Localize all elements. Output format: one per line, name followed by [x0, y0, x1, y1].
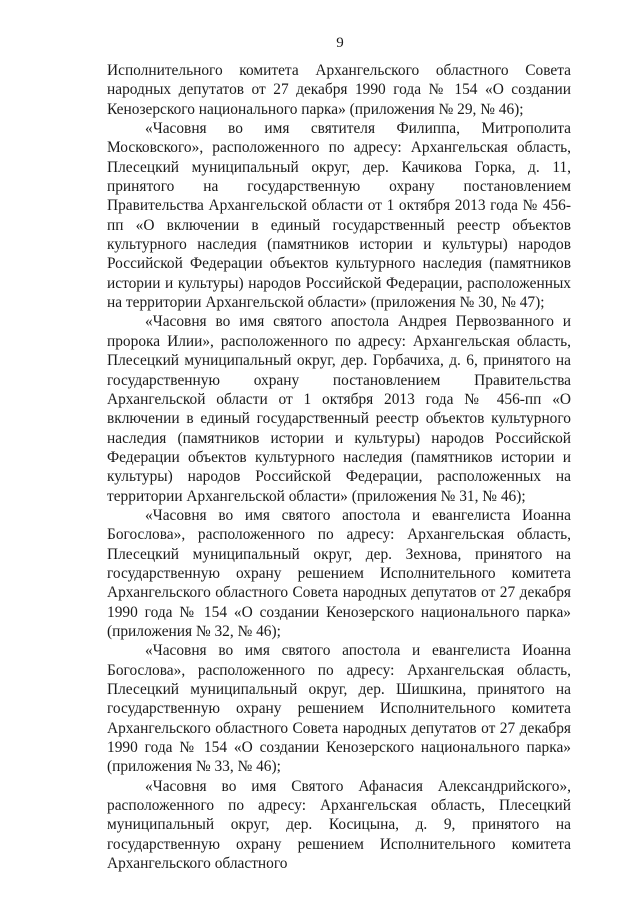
- paragraph-chapel-andrey: «Часовня во имя святого апостола Андрея Первозванного и пророка Илии», расположенного по адресу: Архангельская область, Плесецкий муниципальный округ, дер. Горбачиха, д. 6, принятого на государственную охрану постановлением Правительства Архангельской области от 1 октября 2013 года № 456-пп «О включении в единый государственный реестр объектов культурного наследия (памятников истории и культуры) народов Российской Федерации объектов культурного наследия (памятников истории и культуры) народов Российской Федерации, расположенных на территории Архангельской области» (приложения № 31, № 46);: [107, 313, 571, 505]
- page-number: 9: [336, 35, 344, 51]
- paragraph-chapel-philipp: «Часовня во имя святителя Филиппа, Митрополита Московского», расположенного по адресу: Архангельская область, Плесецкий муниципальный округ, дер. Качикова Горка, д. 11, принятого на государственную охрану постановлением Правительства Архангельской области от 1 октября 2013 года № 456-пп «О включении в единый государственный реестр объектов культурного наследия (памятников истории и культуры) народов Российской Федерации объектов культурного наследия (памятников истории и культуры) народов Российской Федерации, расположенных на территории Архангельской области» (приложения № 30, № 47);: [107, 120, 571, 312]
- paragraph-chapel-ioann-zekhnova: «Часовня во имя святого апостола и евангелиста Иоанна Богослова», расположенного по адресу: Архангельская область, Плесецкий муниципальный округ, дер. Зехнова, принятого на государственную охрану решением Исполнительного комитета Архангельского областного Совета народных депутатов от 27 декабря 1990 года № 154 «О создании Кенозерского национального парка» (приложения № 32, № 46);: [107, 506, 571, 640]
- document-body: [107, 61, 571, 873]
- paragraph-continuation: Исполнительного комитета Архангельского областного Совета народных депутатов от 27 декабря 1990 года № 154 «О создании Кенозерского национального парка» (приложения № 29, № 46);: [107, 62, 571, 118]
- paragraph-chapel-ioann-shishkina: «Часовня во имя святого апостола и евангелиста Иоанна Богослова», расположенного по адресу: Архангельская область, Плесецкий муниципальный округ, дер. Шишкина, принятого на государственную охрану решением Исполнительного комитета Архангельского областного Совета народных депутатов от 27 декабря 1990 года № 154 «О создании Кенозерского национального парка» (приложения № 33, № 46);: [107, 642, 571, 776]
- paragraph-chapel-afanasiy: «Часовня во имя Святого Афанасия Александрийского», расположенного по адресу: Архангельская область, Плесецкий муниципальный округ, дер. Косицына, д. 9, принятого на государственную охрану решением Исполнительного комитета Архангельского областного: [107, 777, 571, 873]
